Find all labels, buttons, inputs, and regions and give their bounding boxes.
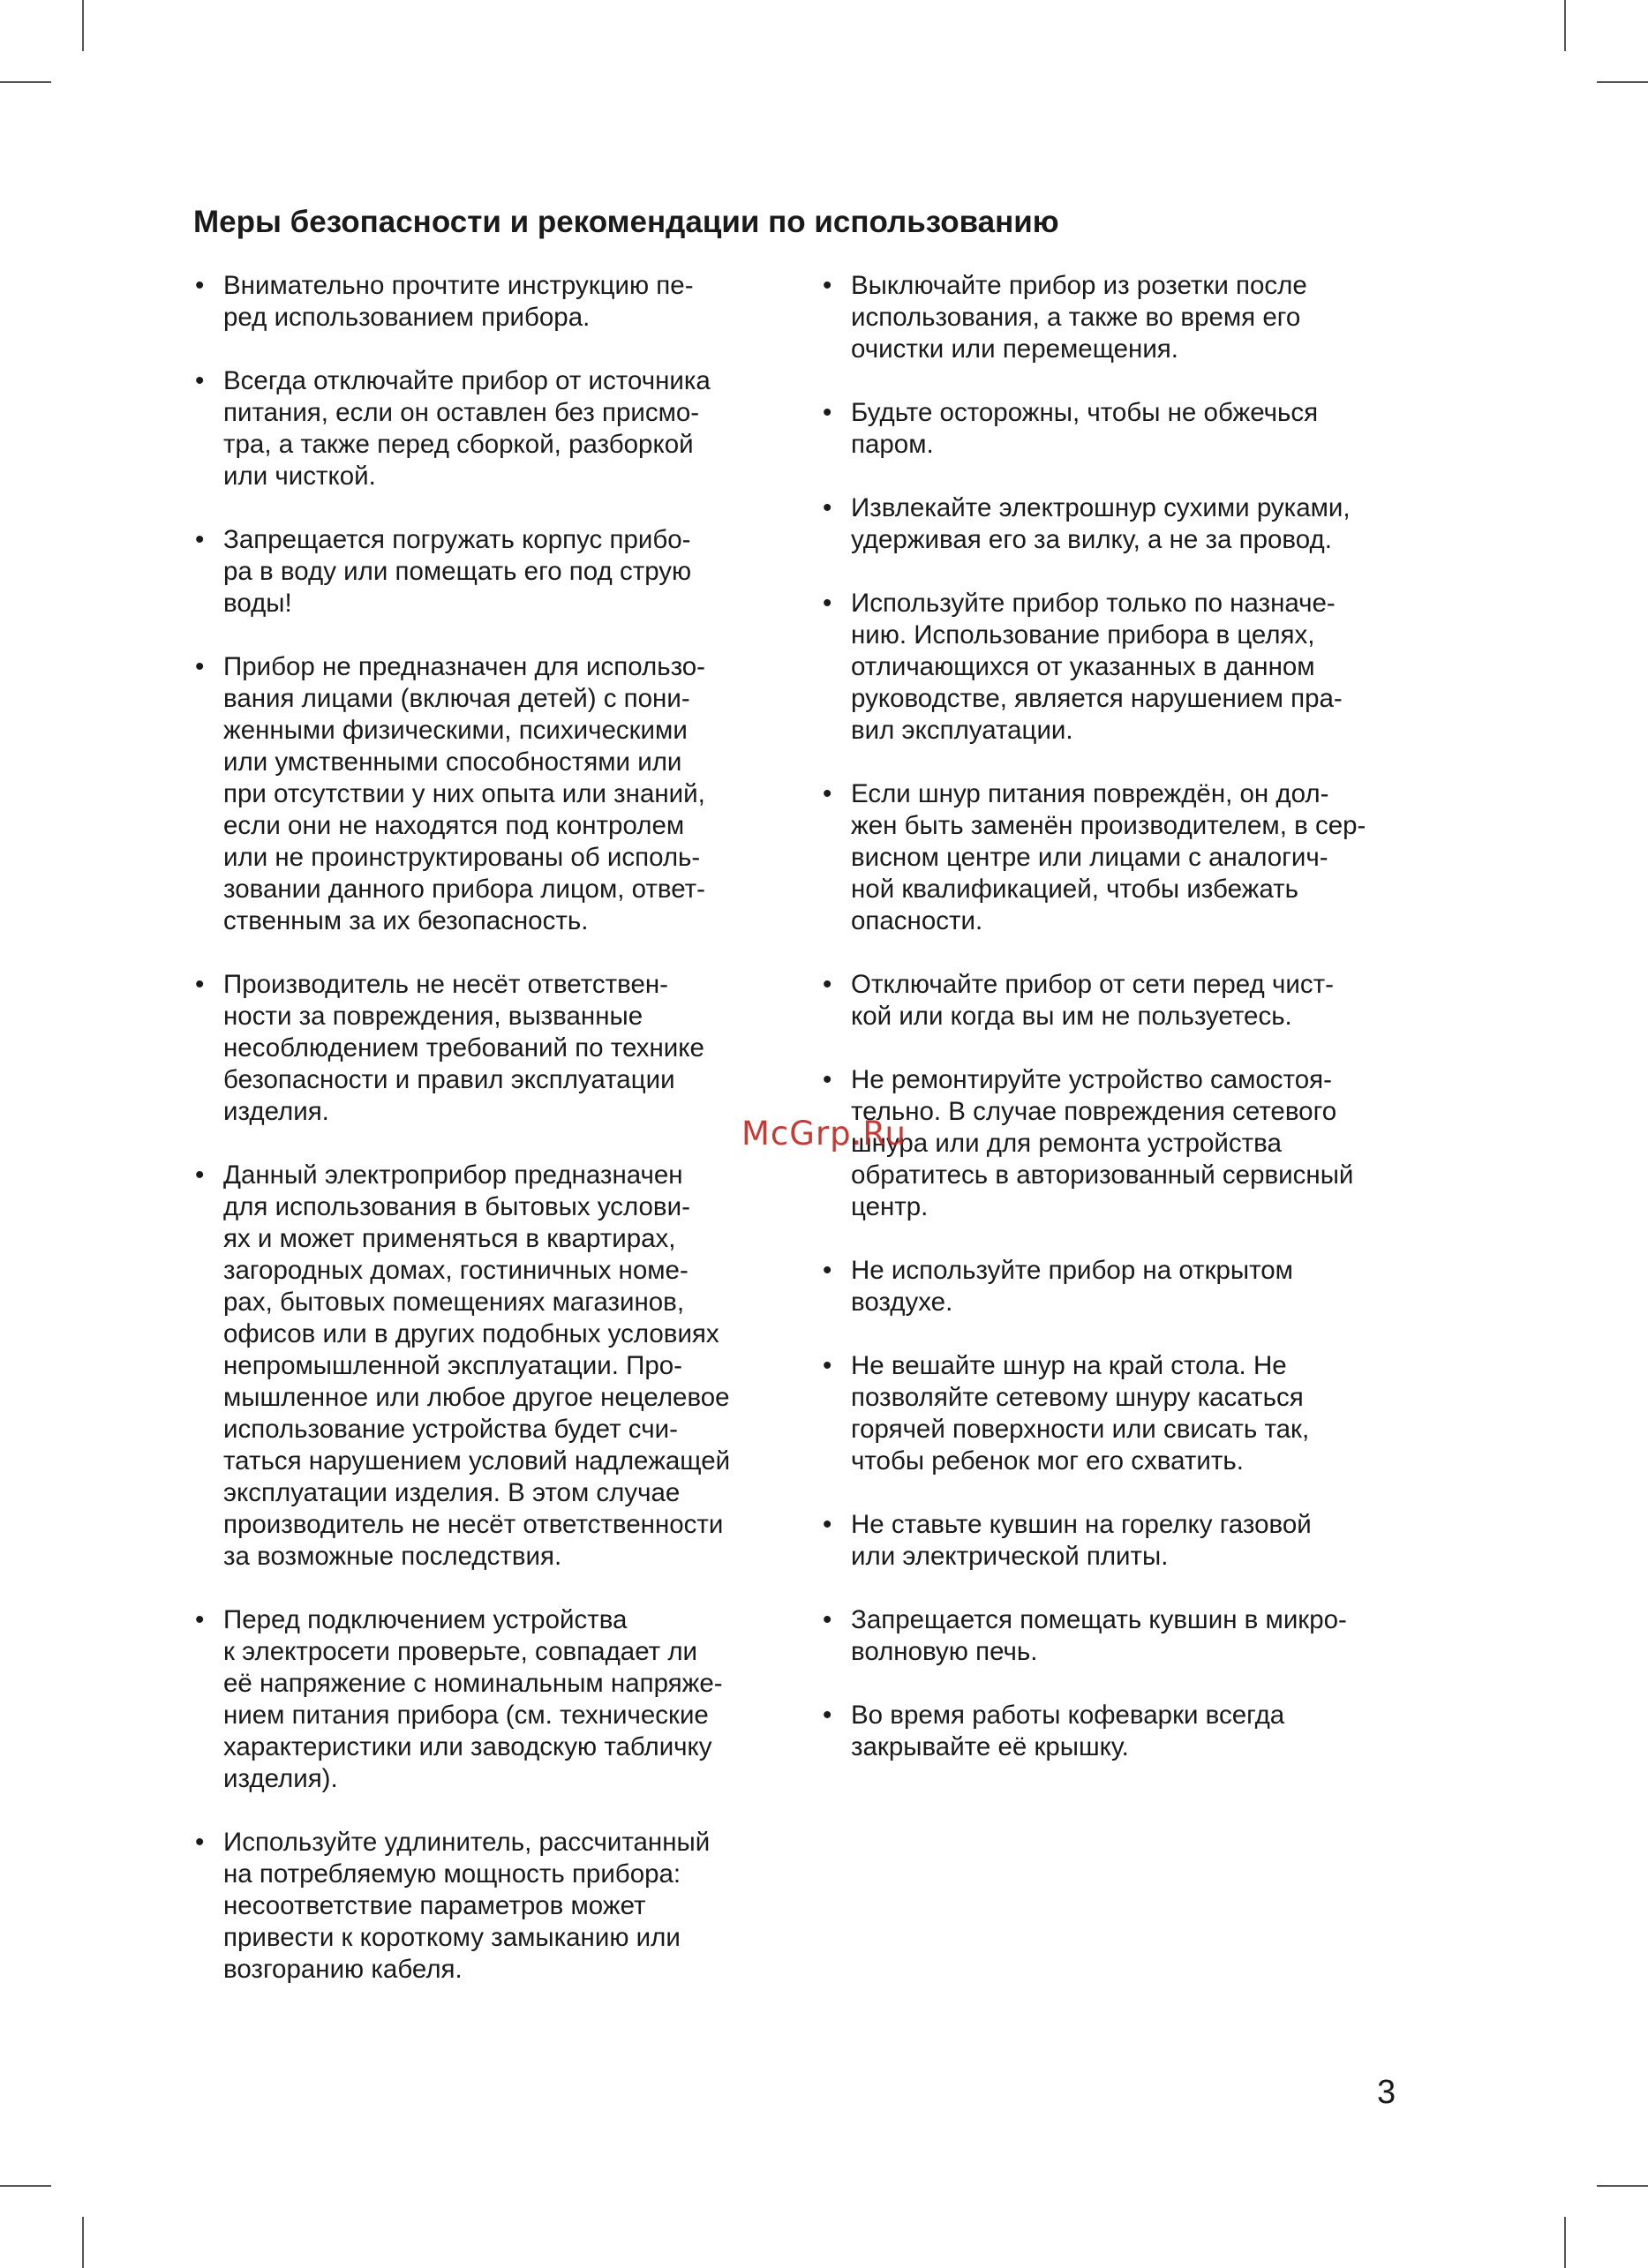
list-item-text: Производитель не несёт ответствен- ности за повреждения, вызванные несоблюдением требований по технике безопасности и правил эксплуатации изделия. [223, 970, 704, 1126]
list-item [821, 1064, 1421, 1223]
list-item-text: Не вешайте шнур на край стола. Не позволяйте сетевому шнуру касаться горячей поверхности или свисать так, чтобы ребенок мог его схватить. [851, 1351, 1310, 1476]
list-item [821, 1700, 1421, 1763]
list-item-text: Отключайте прибор от сети перед чист- кой или когда вы им не пользуетесь. [851, 970, 1334, 1031]
bullet-icon: • [195, 970, 205, 999]
list-item [193, 365, 794, 492]
bullet-icon: • [195, 271, 205, 300]
bullet-icon: • [823, 1065, 832, 1094]
bullet-icon: • [823, 970, 832, 999]
list-item [821, 969, 1421, 1033]
crop-mark-bottom-right-horizontal [1597, 2185, 1648, 2187]
list-item-text: Данный электроприбор предназначен для использования в бытовых услови- ях и может применяться в квартирах, загородных домах, гостиничных номе- рах, бытовых помещениях магазинов, офисов или в других подобных условиях непромышленной эксплуатации. Про- мышленное или любое другое нецелевое использование устройства будет счи- таться нарушением условий надлежащей эксплуатации изделия. В этом случае производитель не несёт ответственности за возможные последствия. [223, 1160, 731, 1571]
left-column-list [193, 270, 794, 2017]
list-item-text: Если шнур питания повреждён, он дол- жен быть заменён производителем, в сер- висном центре или лицами с аналогич- ной квалификацией, чтобы избежать опасности. [851, 779, 1366, 935]
bullet-icon: • [195, 1828, 205, 1857]
list-item-text: Используйте прибор только по назначе- нию. Использование прибора в целях, отличающихся от указанных в данном руководстве, является нарушением пра- вил эксплуатации. [851, 589, 1343, 745]
list-item [193, 524, 794, 620]
crop-mark-bottom-right-vertical [1564, 2217, 1566, 2268]
bullet-icon: • [823, 779, 832, 808]
list-item [193, 651, 794, 937]
bullet-icon: • [195, 525, 205, 554]
bullet-icon: • [823, 1605, 832, 1634]
list-item [821, 270, 1421, 365]
bullet-icon: • [195, 1160, 205, 1190]
list-item-text: Запрещается погружать корпус прибо- ра в воду или помещать его под струю воды! [223, 525, 692, 618]
list-item-text: Перед подключением устройства к электросети проверьте, совпадает ли её напряжение с номинальным напряже- нием питания прибора (см. технические характеристики или заводскую табличку изделия). [223, 1605, 723, 1793]
list-item-text: Всегда отключайте прибор от источника питания, если он оставлен без присмо- тра, а также перед сборкой, разборкой или чисткой. [223, 366, 711, 491]
list-item-text: Не используйте прибор на открытом воздухе. [851, 1256, 1293, 1317]
page-title: Меры безопасности и рекомендации по использованию [193, 205, 1059, 239]
page-number: 3 [1377, 2074, 1396, 2111]
watermark: McGrp.Ru [741, 1115, 907, 1153]
list-item [193, 270, 794, 334]
crop-mark-bottom-left-vertical [82, 2217, 84, 2268]
crop-mark-top-right-horizontal [1597, 81, 1648, 83]
list-item-text: Запрещается помещать кувшин в микро- волновую печь. [851, 1605, 1347, 1666]
bullet-icon: • [823, 493, 832, 522]
list-item-text: Будьте осторожны, чтобы не обжечься паром. [851, 398, 1319, 459]
list-item [821, 492, 1421, 556]
list-item [821, 1604, 1421, 1668]
crop-mark-top-left-horizontal [0, 81, 51, 83]
list-item-text: Во время работы кофеварки всегда закрывайте её крышку. [851, 1701, 1285, 1761]
bullet-icon: • [823, 271, 832, 300]
bullet-icon: • [823, 1701, 832, 1730]
bullet-icon: • [823, 589, 832, 618]
bullet-icon: • [823, 1256, 832, 1285]
list-item-text: Не ставьте кувшин на горелку газовой или электрической плиты. [851, 1510, 1312, 1571]
list-item [821, 1255, 1421, 1318]
list-item [821, 778, 1421, 937]
list-item [193, 1160, 794, 1573]
crop-mark-top-right-vertical [1564, 0, 1566, 51]
bullet-icon: • [823, 1351, 832, 1380]
list-item-text: Используйте удлинитель, рассчитанный на потребляемую мощность прибора: несоответствие параметров может привести к короткому замыканию или возгоранию кабеля. [223, 1828, 711, 1984]
list-item-text: Извлекайте электрошнур сухими руками, удерживая его за вилку, а не за провод. [851, 493, 1351, 554]
list-item [821, 1350, 1421, 1477]
list-item-text: Не ремонтируйте устройство самостоя- тельно. В случае повреждения сетевого шнура или для ремонта устройства обратитесь в авторизованный сервисный центр. [851, 1065, 1354, 1221]
list-item-text: Выключайте прибор из розетки после использования, а также во время его очистки или перемещения. [851, 271, 1307, 364]
list-item-text: Внимательно прочтите инструкцию пе- ред использованием прибора. [223, 271, 694, 332]
list-item [193, 1827, 794, 1986]
crop-mark-bottom-left-horizontal [0, 2185, 51, 2187]
right-column-list [821, 270, 1421, 1795]
bullet-icon: • [195, 366, 205, 395]
list-item [193, 969, 794, 1128]
list-item-text: Прибор не предназначен для использо- вания лицами (включая детей) с пони- женными физическими, психическими или умственными способностями или при отсутствии у них опыта или знаний, если они не находятся под контролем или не проинструктированы об исполь- зовании данного прибора лицом, ответ- ственным за их безопасность. [223, 652, 706, 935]
list-item [193, 1604, 794, 1795]
list-item [821, 1509, 1421, 1573]
bullet-icon: • [823, 398, 832, 427]
bullet-icon: • [195, 1605, 205, 1634]
crop-mark-top-left-vertical [82, 0, 84, 51]
bullet-icon: • [195, 652, 205, 681]
list-item [821, 588, 1421, 747]
bullet-icon: • [823, 1510, 832, 1539]
list-item [821, 397, 1421, 461]
